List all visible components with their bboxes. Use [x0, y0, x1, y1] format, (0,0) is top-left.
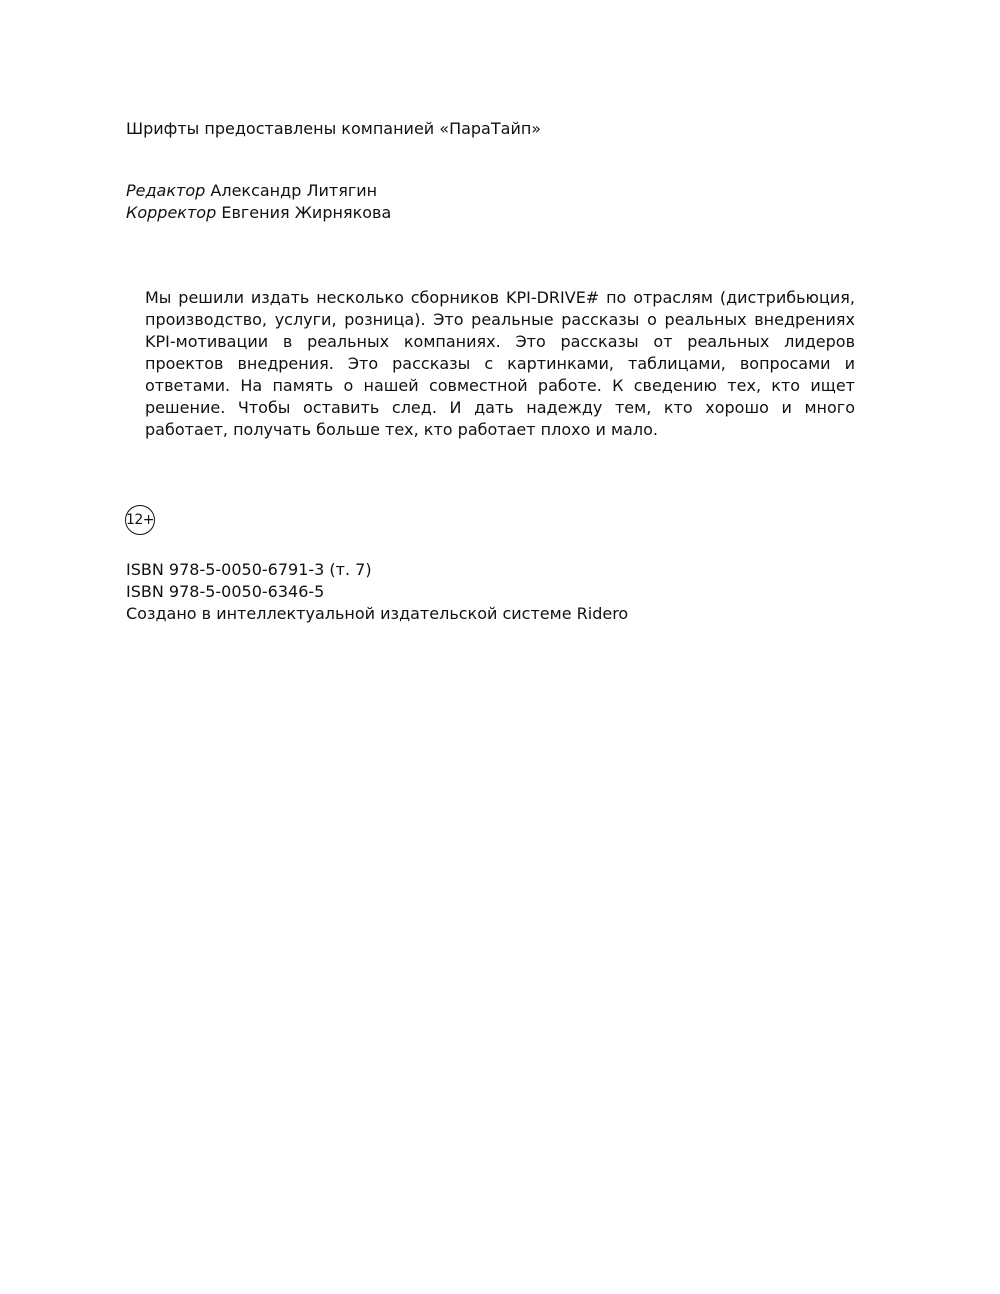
- book-annotation: Мы решили издать несколько сборников KPI-DRIVE# по отраслям (дистрибьюция, производство, услуги, розница). Это реальные рассказы о реальных внедрениях KPI-мотивации в реальных компаниях. Это рассказы от реальных лидеров проектов внедрения. Это рассказы с картинками, таблицами, вопросами и ответами. На память о нашей совместной работе. К сведению тех, кто ищет решение. Чтобы оставить след. И дать надежду тем, кто хорошо и много работает, получать больше тех, кто работает плохо и мало.: [145, 288, 855, 439]
- isbn-series: ISBN 978-5-0050-6346-5: [126, 582, 325, 601]
- editor-name: Александр Литягин: [210, 181, 378, 200]
- corrector-credit: [126, 202, 391, 224]
- publisher-note: Создано в интеллектуальной издательской системе Ridero: [126, 604, 629, 623]
- age-rating-badge: 12+: [125, 505, 155, 535]
- editor-credit: [126, 180, 377, 202]
- fonts-credit: Шрифты предоставлены компанией «ПараТайп»: [126, 119, 542, 138]
- editor-role: Редактор: [126, 181, 206, 200]
- corrector-name: Евгения Жирнякова: [221, 203, 392, 222]
- corrector-role: Корректор: [126, 203, 217, 222]
- isbn-volume: ISBN 978-5-0050-6791-3 (т. 7): [126, 560, 372, 579]
